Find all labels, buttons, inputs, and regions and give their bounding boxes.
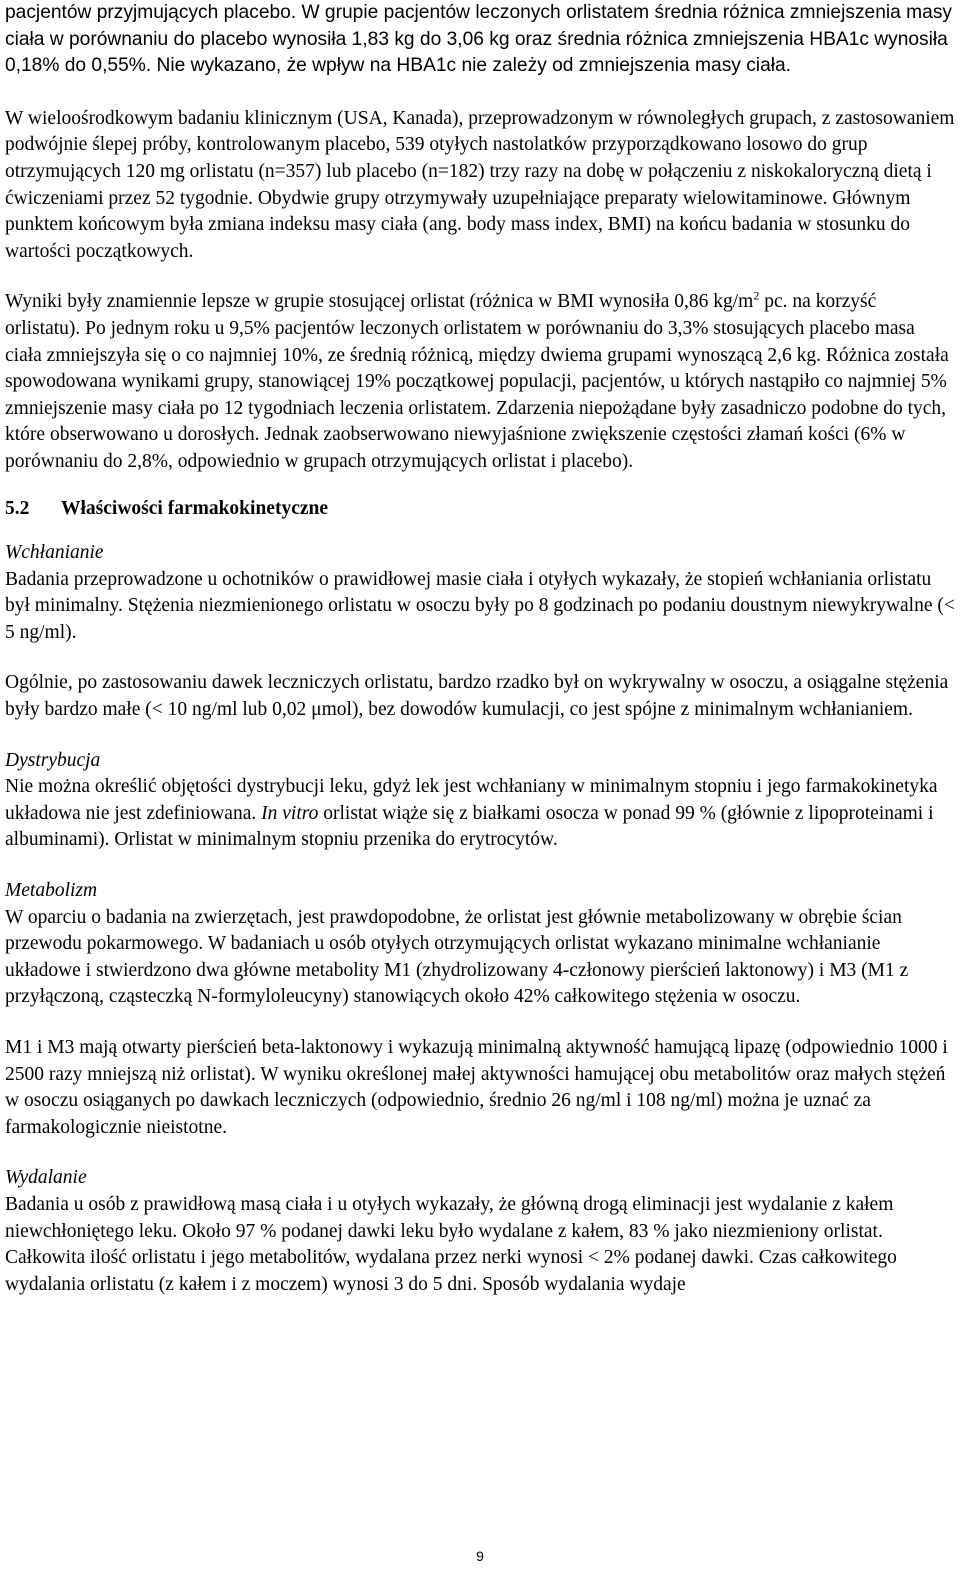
superscript-2: 2 <box>753 288 760 303</box>
absorption-paragraph-2: Ogólnie, po zastosowaniu dawek leczniczych orlistatu, bardzo rzadko był on wykrywalny w osoczu, a osiągalne stężenia były bardzo małe (< 10 ng/ml lub 0,02 μmol), bez dowodów kumulacji, co jest spójne z minimalnym wchłanianiem. <box>5 672 949 721</box>
study-results-paragraph <box>5 289 955 475</box>
section-number: 5.2 <box>5 497 30 519</box>
section-title: Właściwości farmakokinetyczne <box>61 497 329 519</box>
study-results-text-a: Wyniki były znamiennie lepsze w grupie stosującej orlistat (różnica w BMI wynosiła 0,86 kg/m <box>5 291 754 313</box>
page-number: 9 <box>476 1548 484 1564</box>
in-vitro-italic: In vitro <box>261 802 319 824</box>
elimination-paragraph-1: Badania u osób z prawidłową masą ciała i u otyłych wykazały, że główną drogą eliminacji jest wydalanie z kałem niewchłoniętego leku. Około 97 % podanej dawki leku było wydalane z kałem, 83 % jako niezmieniony orlistat. <box>5 1193 894 1242</box>
intro-paragraph: pacjentów przyjmujących placebo. W grupie pacjentów leczonych orlistatem średnia różnica zmniejszenia masy ciała w porównaniu do placebo wynosiła 1,83 kg do 3,06 kg oraz średnia różnica zmniejszenia HBA1c wynosiła 0,18% do 0,55%. Nie wykazano, że wpływ na HBA1c nie zależy od zmniejszenia masy ciała. <box>5 2 953 77</box>
elimination-paragraph-2: Całkowita ilość orlistatu i jego metabolitów, wydalana przez nerki wynosi < 2% podanej dawki. Czas całkowitego wydalania orlistatu (z kałem i z moczem) wynosi 3 do 5 dni. Sposób wydalania wydaje <box>5 1247 897 1295</box>
distribution-text-a: Nie można określić objętości dystrybucji leku, gdyż lek jest wchłaniany w minimalnym stopniu i jego farmakokinetyka układowa nie jest zdefiniowana. <box>5 776 938 824</box>
metabolism-title: Metabolizm <box>5 880 98 902</box>
absorption-paragraph-1: Badania przeprowadzone u ochotników o prawidłowej masie ciała i otyłych wykazały, że stopień wchłaniania orlistatu był minimalny. Stężenia niezmienionego orlistatu w osoczu były po 8 godzinach po podaniu doustnym niewykrywalne (< 5 ng/ml). <box>5 568 955 643</box>
distribution-text-b: orlistat wiąże się z białkami osocza w ponad 99 % (głównie z lipoproteinami i albuminami). Orlistat w minimalnym stopniu przenika do erytrocytów. <box>5 802 934 851</box>
study-results-text-b: pc. na korzyść orlistatu). Po jednym roku u 9,5% pacjentów leczonych orlistatem w porównaniu do 3,3% stosujących placebo masa ciała zmniejszyła się o co najmniej 10%, ze średnią różnicą, między dwiema grupami wynoszącą 2,6 kg. Różnica została spowodowana wynikami grupy, stanowiącej 19% początkowej populacji, pacjentów, u których nastąpiło co najmniej 5% zmniejszenie masy ciała po 12 tygodniach leczenia orlistatem. Zdarzenia niepożądane były zasadniczo podobne do tych, które obserwowano u dorosłych. Jednak zaobserwowano niewyjaśnione zwiększenie częstości złamań kości (6% w porównaniu do 2,8%, odpowiednio w grupach otrzymujących orlistat i placebo). <box>5 291 949 472</box>
distribution-title: Dystrybucja <box>5 749 101 771</box>
elimination-title: Wydalanie <box>5 1167 87 1189</box>
study-paragraph: W wieloośrodkowym badaniu klinicznym (USA, Kanada), przeprowadzonym w równoległych grupach, z zastosowaniem podwójnie ślepej próby, kontrolowanym placebo, 539 otyłych nastolatków przyporządkowano losowo do grup otrzymujących 120 mg orlistatu (n=357) lub placebo (n=182) trzy razy na dobę w połączeniu z niskokaloryczną dietą i ćwiczeniami przez 52 tygodnie. Obydwie grupy otrzymywały uzupełniające preparaty wielowitaminowe. Głównym punktem końcowym była zmiana indeksu masy ciała (ang. body mass index, BMI) na końcu badania w stosunku do wartości początkowych. <box>5 107 955 262</box>
distribution-paragraph <box>5 774 955 854</box>
metabolism-paragraph-1: W oparciu o badania na zwierzętach, jest prawdopodobne, że orlistat jest głównie metabolizowany w obrębie ścian przewodu pokarmowego. W badaniach u osób otyłych otrzymujących orlistat wykazano minimalne wchłanianie układowe i stwierdzono dwa główne metabolity M1 (zhydrolizowany 4-członowy pierścień laktonowy) i M3 (M1 z przyłączoną, cząsteczką N-formyloleucyny) stanowiących około 42% całkowitego stężenia w osoczu. <box>5 906 909 1008</box>
absorption-title: Wchłanianie <box>5 542 104 564</box>
section-heading <box>5 496 955 523</box>
document-page <box>5 0 955 1298</box>
metabolism-paragraph-2: M1 i M3 mają otwarty pierścień beta-laktonowy i wykazują minimalną aktywność hamującą lipazę (odpowiednio 1000 i 2500 razy mniejszą niż orlistat). W wyniku określonej małej aktywności hamującej obu metabolitów oraz małych stężeń w osoczu osiąganych po dawkach leczniczych (odpowiednio, średnio 26 ng/ml i 108 ng/ml) można je uznać za farmakologicznie nieistotne. <box>5 1037 948 1138</box>
